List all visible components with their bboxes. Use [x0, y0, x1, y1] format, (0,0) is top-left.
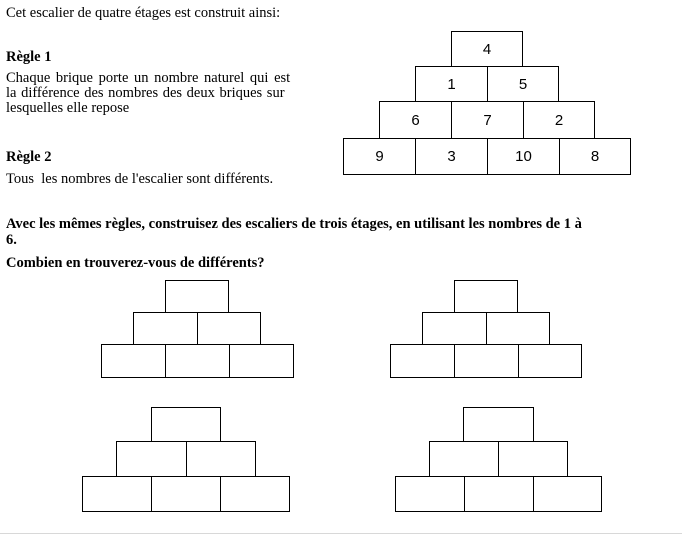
brick[interactable]: [165, 344, 230, 378]
brick[interactable]: [116, 441, 187, 477]
brick[interactable]: [82, 476, 152, 512]
brick: 7: [451, 101, 524, 139]
rule2-title: Règle 2: [6, 149, 52, 165]
brick: 8: [559, 138, 631, 175]
brick[interactable]: [395, 476, 465, 512]
brick[interactable]: [454, 344, 519, 378]
intro-text: Cet escalier de quatre étages est construit ainsi:: [6, 5, 281, 21]
brick: 4: [451, 31, 523, 67]
rule2-text: Tous les nombres de l'escalier sont différents.: [6, 171, 274, 187]
brick: 3: [415, 138, 488, 175]
brick[interactable]: [165, 280, 229, 313]
rule1-line: lesquelles elle repose: [6, 100, 130, 116]
brick[interactable]: [518, 344, 582, 378]
brick[interactable]: [533, 476, 602, 512]
brick[interactable]: [498, 441, 568, 477]
brick[interactable]: [151, 476, 221, 512]
brick[interactable]: [197, 312, 261, 345]
brick[interactable]: [464, 476, 534, 512]
rule1-line: la différence des nombres des deux briques sur: [6, 85, 285, 101]
brick[interactable]: [186, 441, 256, 477]
brick[interactable]: [463, 407, 534, 442]
brick: 5: [487, 66, 559, 102]
question-line: Avec les mêmes règles, construisez des escaliers de trois étages, en utilisant les nombres de 1 à: [6, 216, 582, 232]
rule1-line: Chaque brique porte un nombre naturel qui est: [6, 70, 291, 86]
brick: 9: [343, 138, 416, 175]
brick[interactable]: [220, 476, 290, 512]
brick[interactable]: [101, 344, 166, 378]
brick[interactable]: [151, 407, 221, 442]
brick: 10: [487, 138, 560, 175]
rule1-title: Règle 1: [6, 49, 52, 65]
brick[interactable]: [390, 344, 455, 378]
brick: 2: [523, 101, 595, 139]
brick[interactable]: [454, 280, 518, 313]
brick: 1: [415, 66, 488, 102]
brick[interactable]: [429, 441, 499, 477]
brick: 6: [379, 101, 452, 139]
brick[interactable]: [486, 312, 550, 345]
brick[interactable]: [422, 312, 487, 345]
bottom-divider: [0, 533, 682, 534]
brick[interactable]: [229, 344, 294, 378]
brick[interactable]: [133, 312, 198, 345]
question-line: 6.: [6, 232, 17, 248]
question-line: Combien en trouverez-vous de différents?: [6, 255, 265, 271]
